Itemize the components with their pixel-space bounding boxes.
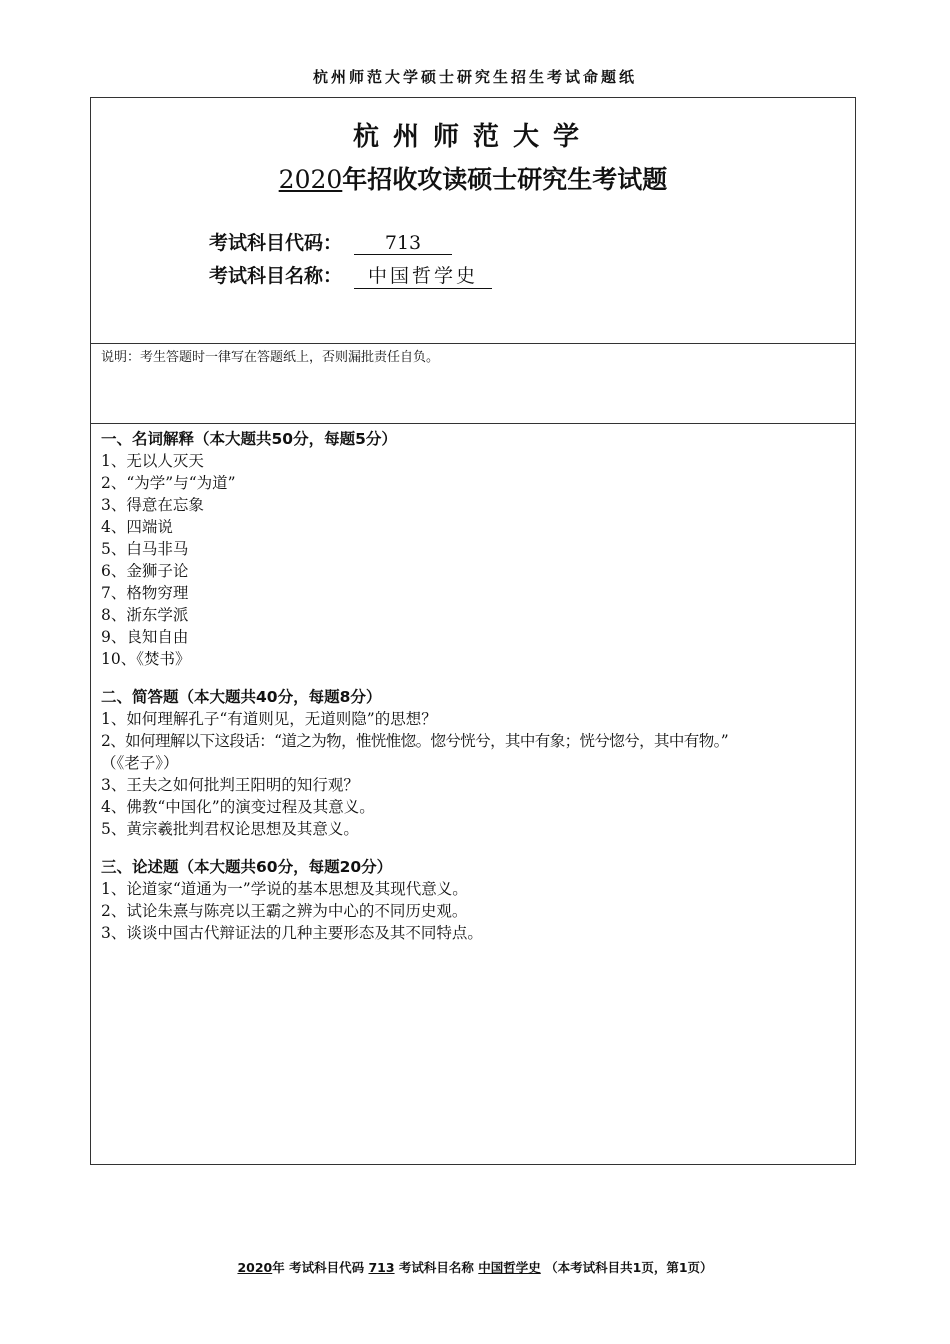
question-item: （《老子》） <box>101 754 179 772</box>
question-item: 10、《焚书》 <box>101 650 191 668</box>
part-essay <box>101 856 845 944</box>
question-item: 5、白马非马 <box>101 540 189 558</box>
question-item: 9、良知自由 <box>101 628 189 646</box>
question-item: 2、如何理解以下这段话：“道之为物，惟恍惟惚。惚兮恍兮，其中有象；恍兮惚兮，其中有物。” <box>101 732 729 750</box>
exam-title <box>91 160 855 196</box>
subject-name-row <box>209 261 492 289</box>
part-terms <box>101 428 845 670</box>
footer-text-1: 年 考试科目代码 <box>272 1260 369 1275</box>
title-section <box>91 98 855 344</box>
part-title: 二、简答题（本大题共40分，每题8分） <box>101 688 382 706</box>
part-title: 一、名词解释（本大题共50分，每题5分） <box>101 430 397 448</box>
exam-year: 2020 <box>278 165 343 194</box>
question-item: 3、得意在忘象 <box>101 496 204 514</box>
question-item: 5、黄宗羲批判君权论思想及其意义。 <box>101 820 359 838</box>
exam-frame <box>90 97 856 1165</box>
question-item: 4、四端说 <box>101 518 173 536</box>
subject-code-row <box>209 228 452 255</box>
question-item: 3、王夫之如何批判王阳明的知行观？ <box>101 776 359 794</box>
question-item: 4、佛教“中国化”的演变过程及其意义。 <box>101 798 375 816</box>
page-header: 杭州师范大学硕士研究生招生考试命题纸 <box>312 68 637 86</box>
footer-subject: 中国哲学史 <box>478 1260 541 1275</box>
footer-text-2: 考试科目名称 <box>394 1260 479 1275</box>
part-title: 三、论述题（本大题共60分，每题20分） <box>101 858 393 876</box>
subject-name-value: 中国哲学史 <box>354 261 492 289</box>
question-item: 1、无以人灭天 <box>101 452 204 470</box>
subject-name-label: 考试科目名称： <box>209 265 343 287</box>
footer-code: 713 <box>368 1260 395 1275</box>
page-footer <box>0 1258 950 1276</box>
instructions-section <box>91 344 855 424</box>
subject-code-label: 考试科目代码： <box>209 232 343 254</box>
question-item: 6、金狮子论 <box>101 562 189 580</box>
question-item: 8、浙东学派 <box>101 606 189 624</box>
question-item: 2、“为学”与“为道” <box>101 474 236 492</box>
footer-text-3: （本考试科目共1页，第1页） <box>540 1260 713 1275</box>
exam-title-text: 年招收攻读硕士研究生考试题 <box>342 165 668 194</box>
subject-code-value: 713 <box>354 232 452 255</box>
question-item: 7、格物穷理 <box>101 584 189 602</box>
question-item: 1、如何理解孔子“有道则见，无道则隐”的思想？ <box>101 710 437 728</box>
questions-section <box>91 424 855 964</box>
instructions-text: 说明：考生答题时一律写在答题纸上，否则漏批责任自负。 <box>101 350 440 365</box>
question-item: 2、试论朱熹与陈亮以王霸之辨为中心的不同历史观。 <box>101 902 468 920</box>
question-item: 1、论道家“道通为一”学说的基本思想及其现代意义。 <box>101 880 468 898</box>
footer-year: 2020 <box>237 1260 273 1275</box>
university-name: 杭州师范大学 <box>352 122 593 152</box>
question-item: 3、谈谈中国古代辩证法的几种主要形态及其不同特点。 <box>101 924 483 942</box>
part-short-answer <box>101 686 845 840</box>
